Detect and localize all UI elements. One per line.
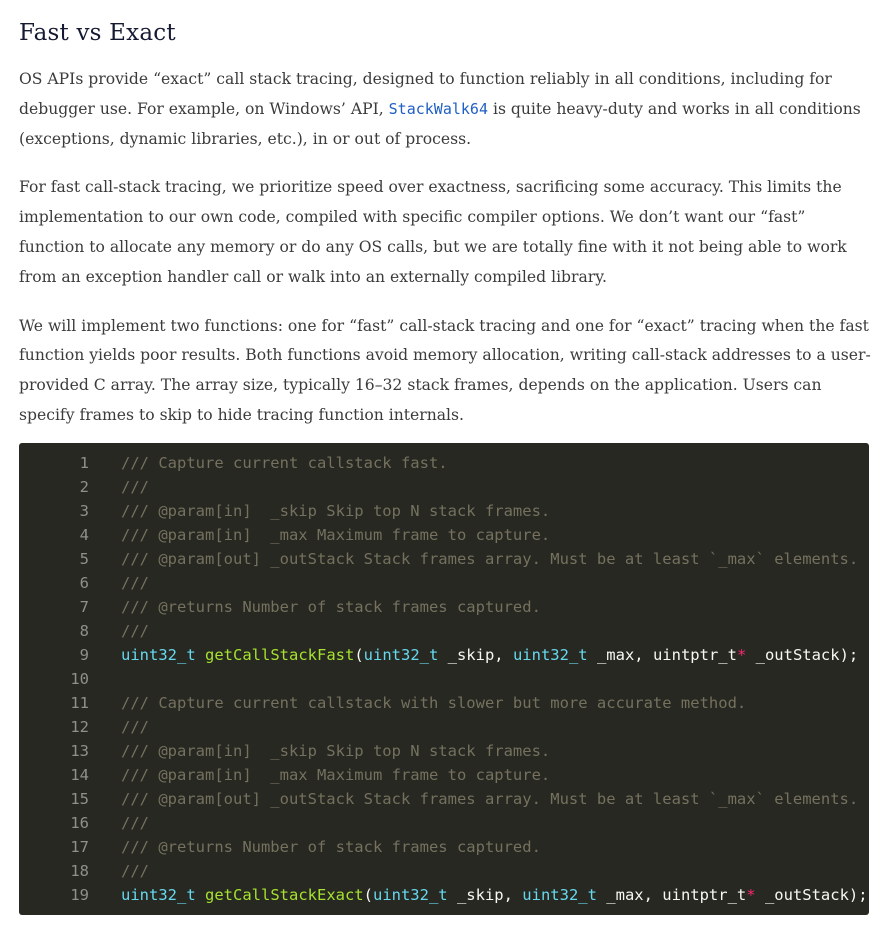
code-text [89,763,550,787]
paragraph-two-functions: We will implement two functions: one for “fast” call-stack tracing and one for “exact” tracing when the fast function yields poor results. Both functions avoid memory allocation, writing call-stack addresses to a user-provided C array. The array size, typically 16–32 stack frames, depends on the application. Users can specify frames to skip to hide tracing function internals. [19,316,871,424]
code-token: _outStack); [755,886,868,904]
code-line [19,691,868,715]
code-token: /// Capture current callstack fast. [121,454,448,472]
code-token: /// [121,478,149,496]
code-text [89,451,448,475]
code-line [19,859,868,883]
code-token: /// @param[out] _outStack Stack frames array. Must be at least `_max` elements. [121,790,859,808]
code-token: /// [121,574,149,592]
code-token: /// [121,814,149,832]
code-line [19,571,868,595]
code-token: getCallStackFast [205,646,355,664]
code-token: ( [354,646,364,664]
code-text [89,547,858,571]
code-token: uint32_t [372,886,448,904]
paragraph-intro-text-before: OS APIs provide “exact” call stack tracing, designed to function reliably in all conditions, including for debugger use. For example, on Windows’ API, [19,70,832,118]
code-text [89,691,746,715]
line-number: 12 [70,718,89,736]
section-heading: Fast vs Exact [19,20,176,46]
line-number: 14 [70,766,89,784]
code-token: /// [121,718,149,736]
code-line [19,547,868,571]
line-number: 17 [70,838,89,856]
line-number: 1 [79,454,89,472]
code-text [89,499,550,523]
line-number: 7 [79,598,89,616]
code-token: /// @param[in] _max Maximum frame to capture. [121,526,551,544]
code-line [19,883,868,907]
code-line [19,763,868,787]
code-token: ( [363,886,373,904]
code-text [89,739,550,763]
code-line [19,643,868,667]
code-token: uint32_t [363,646,439,664]
code-text [89,811,149,835]
line-number: 16 [70,814,89,832]
code-token: _max, uintptr_t [596,886,747,904]
code-token [196,646,205,664]
code-token: _outStack); [746,646,859,664]
code-text [89,667,121,691]
code-token: uint32_t [512,646,588,664]
paragraph-fast-tracing: For fast call-stack tracing, we prioritize speed over exactness, sacrificing some accuracy. This limits the implementation to our own code, compiled with specific compiler options. We don’t want our “fast” function to allocate any memory or do any OS calls, but we are totally fine with it not being able to work from an exception handler call or walk into an externally compiled library. [19,178,847,286]
code-line [19,835,868,859]
code-text [89,835,541,859]
code-text [89,619,149,643]
line-number: 8 [79,622,89,640]
code-token: getCallStackExact [205,886,364,904]
code-line [19,595,868,619]
code-text [89,571,149,595]
code-token: /// @param[out] _outStack Stack frames array. Must be at least `_max` elements. [121,550,859,568]
code-line [19,739,868,763]
code-lines [19,451,868,907]
code-token: /// @returns Number of stack frames captured. [121,838,541,856]
code-token: uint32_t [522,886,597,904]
inline-code-stackwalk64: StackWalk64 [388,99,488,118]
line-number: 6 [79,574,89,592]
code-text [89,595,541,619]
code-line [19,667,868,691]
code-text [89,787,858,811]
code-line [19,787,868,811]
article [0,0,891,431]
line-number: 13 [70,742,89,760]
code-token: * [746,886,756,904]
code-text [89,883,868,907]
line-number: 15 [70,790,89,808]
code-line [19,715,868,739]
code-token: _skip, [438,646,513,664]
code-token: /// @param[in] _skip Skip top N stack frames. [121,742,551,760]
code-text [89,715,149,739]
code-token [196,886,205,904]
code-token: _max, uintptr_t [587,646,737,664]
line-number: 10 [70,670,89,688]
code-text [89,859,149,883]
line-number: 9 [79,646,89,664]
code-line [19,499,868,523]
line-number: 4 [79,526,89,544]
code-token: uint32_t [121,886,196,904]
code-line [19,523,868,547]
line-number: 5 [79,550,89,568]
line-number: 3 [79,502,89,520]
code-token: /// @param[in] _max Maximum frame to capture. [121,766,551,784]
code-line [19,451,868,475]
code-block[interactable] [19,443,869,915]
code-token: uint32_t [121,646,196,664]
code-text [89,523,550,547]
code-token: /// @returns Number of stack frames captured. [121,598,541,616]
code-token: /// [121,862,149,880]
code-line [19,475,868,499]
line-number: 18 [70,862,89,880]
paragraph-intro-text-after: is quite heavy-duty and works in all conditions (exceptions, dynamic libraries, etc.), in or out of process. [19,99,861,148]
code-line [19,811,868,835]
code-token: /// [121,622,149,640]
code-text [89,643,858,667]
line-number: 19 [70,886,89,904]
code-token: /// Capture current callstack with slower but more accurate method. [121,694,747,712]
paragraph-intro [19,65,871,154]
code-text [89,475,149,499]
code-token: _skip, [447,886,523,904]
code-token: * [736,646,747,664]
line-number: 2 [79,478,89,496]
code-token: /// @param[in] _skip Skip top N stack frames. [121,502,551,520]
line-number: 11 [70,694,89,712]
code-line [19,619,868,643]
